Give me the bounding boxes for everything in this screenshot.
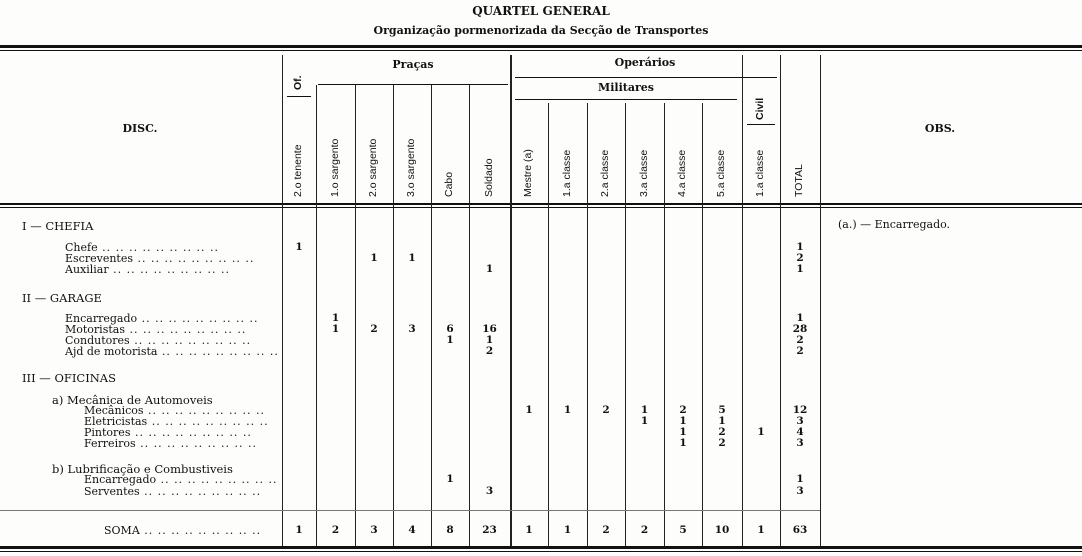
soma-row-cell: 10 [714, 524, 730, 536]
table-row-cell: 1 [796, 312, 804, 324]
table-row-cell: 1 [796, 241, 804, 253]
table-row-label: Escreventes .. .. [65, 253, 254, 264]
column-header: 2.o tenente [292, 144, 304, 197]
table-row-cell: 3 [796, 485, 804, 497]
table-row-cell: 2 [718, 437, 726, 449]
table-row-cell: 2 [796, 252, 804, 264]
table-row-cell: 1 [796, 473, 804, 485]
table-row-cell: 3 [796, 437, 804, 449]
column-header: TOTAL [793, 164, 805, 197]
column-divider [469, 85, 470, 546]
section-heading: I — CHEFIA [22, 219, 94, 233]
table-row-cell: 1 [485, 334, 494, 346]
table-row-cell: 28 [792, 323, 808, 335]
column-divider [625, 103, 626, 546]
column-divider [742, 55, 743, 546]
column-divider [702, 103, 703, 546]
column-header: 2.o sargento [367, 138, 379, 197]
table-row-label: Auxiliar .. .. [65, 264, 230, 275]
table-row-cell: 1 [370, 252, 378, 264]
table-row-cell: 1 [679, 415, 687, 427]
table-row-cell: 1 [563, 404, 572, 416]
column-divider [548, 103, 549, 546]
soma-row-cell: 4 [408, 524, 416, 536]
table-row-cell: 1 [408, 252, 416, 264]
table-row-label: Encarregado .. .. [84, 474, 278, 485]
column-header: 3.a classe [637, 149, 650, 197]
table-row-cell: 1 [640, 415, 649, 427]
table-row-cell: 4 [796, 426, 804, 438]
table-row-label: Condutores .. .. [65, 335, 251, 346]
table-row-cell: 2 [796, 345, 804, 357]
obs-note: (a.) — Encarregado. [838, 218, 951, 231]
column-divider [393, 85, 394, 546]
table-row-cell: 2 [679, 404, 687, 416]
soma-row-cell: 2 [640, 524, 649, 536]
soma-row-cell: 23 [482, 524, 497, 536]
table-row-label: Eletricistas .. .. [84, 416, 269, 427]
column-divider [587, 103, 588, 546]
column-divider [282, 55, 283, 546]
soma-row-cell: 1 [757, 524, 765, 536]
table-row-cell: 2 [370, 323, 378, 335]
table-row-cell: 2 [602, 404, 610, 416]
top-rule [0, 45, 1082, 48]
oficiais-header: Of. [292, 75, 304, 90]
column-divider [820, 55, 821, 546]
table-row-cell: 2 [485, 345, 494, 357]
table-row-label: Ferreiros .. .. [84, 438, 257, 449]
section-heading: b) Lubrificação e Combustiveis [52, 462, 233, 476]
disc-header: DISC. [122, 122, 158, 135]
table-row-label: Chefe .. .. [65, 242, 219, 253]
section-heading: III — OFICINAS [22, 371, 116, 385]
document-title: QUARTEL GENERAL [472, 4, 610, 18]
table-row-label: Serventes .. .. [84, 486, 261, 497]
pracas-rule [318, 84, 508, 85]
table-row-cell: 1 [796, 263, 804, 275]
soma-row-cell: 1 [295, 524, 303, 536]
column-header: 1.a classe [560, 149, 573, 197]
soma-row-label: SOMA .. .. [104, 525, 261, 536]
bottom-rule-thin [0, 551, 1082, 552]
operarios-rule [515, 77, 777, 78]
column-divider [431, 85, 432, 546]
soma-row-cell: 2 [602, 524, 610, 536]
table-row-cell: 1 [757, 426, 765, 438]
table-row-cell: 1 [331, 312, 340, 324]
soma-row-cell: 1 [525, 524, 533, 536]
soma-row-cell: 3 [370, 524, 378, 536]
soma-row-cell: 63 [792, 524, 808, 536]
table-row-cell: 1 [446, 473, 454, 485]
table-row-cell: 16 [482, 323, 497, 335]
column-header: 2.a classe [599, 149, 611, 197]
obs-header: OBS. [924, 122, 956, 135]
table-row-cell: 1 [679, 437, 687, 449]
column-header: 1.a classe [754, 149, 766, 197]
top-rule-thin [0, 50, 1082, 51]
column-header: 1.o sargento [328, 138, 341, 197]
header-rule [0, 203, 1082, 205]
table-row-cell: 1 [718, 415, 726, 427]
table-row-cell: 3 [796, 415, 804, 427]
column-header: Soldado [482, 158, 495, 197]
column-divider [510, 55, 512, 546]
table-row-cell: 2 [796, 334, 804, 346]
civil-rule [747, 124, 775, 125]
section-heading: II — GARAGE [22, 291, 102, 305]
column-divider [355, 85, 356, 546]
table-row-cell: 1 [446, 334, 454, 346]
operarios-header: Operários [614, 56, 676, 69]
table-row-cell: 3 [485, 485, 494, 497]
table-row-cell: 1 [295, 241, 303, 253]
pracas-header: Praças [392, 58, 434, 71]
table-row-label: Encarregado .. .. [65, 313, 259, 324]
section-heading: a) Mecânica de Automoveis [52, 393, 213, 407]
column-header: Cabo [443, 171, 455, 197]
column-header: 5.a classe [715, 149, 727, 197]
column-divider [780, 55, 781, 546]
table-row-cell: 1 [331, 323, 340, 335]
column-header: 4.a classe [676, 149, 688, 197]
table-row-cell: 3 [408, 323, 416, 335]
column-header: Mestre (a) [522, 149, 534, 197]
soma-row-cell: 1 [563, 524, 572, 536]
table-row-cell: 1 [525, 404, 533, 416]
table-row-cell: 1 [679, 426, 687, 438]
column-divider [316, 85, 317, 546]
soma-rule [0, 510, 820, 511]
of-rule [287, 96, 311, 97]
soma-row-cell: 2 [331, 524, 340, 536]
column-header: 3.o sargento [405, 138, 417, 197]
column-divider [664, 103, 665, 546]
bottom-rule [0, 546, 1082, 549]
militares-header: Militares [598, 81, 654, 94]
table-row-label: Motoristas .. .. [65, 324, 246, 335]
header-rule-thin [0, 207, 1082, 208]
militares-rule [515, 99, 737, 100]
soma-row-cell: 5 [679, 524, 687, 536]
table-row-cell: 1 [485, 263, 494, 275]
table-row-cell: 1 [640, 404, 649, 416]
soma-row-cell: 8 [446, 524, 454, 536]
table-row-label: Pintores .. .. [84, 427, 252, 438]
table-row-cell: 6 [446, 323, 454, 335]
table-row-cell: 2 [718, 426, 726, 438]
document-subtitle: Organização pormenorizada da Secção de Transportes [373, 24, 709, 37]
table-row-cell: 12 [792, 404, 808, 416]
table-row-label: Ajd de motorista .. .. [65, 346, 279, 357]
table-row-cell: 5 [718, 404, 726, 416]
civil-header: Civil [754, 97, 766, 120]
table-row-label: Mecânicos .. .. [84, 405, 265, 416]
